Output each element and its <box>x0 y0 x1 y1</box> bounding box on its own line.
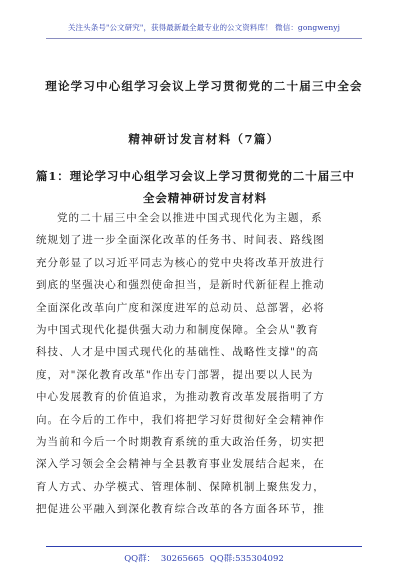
body-line: 科技、人才是中国式现代化的基础性、战略性支撑"的高 <box>36 346 320 359</box>
body-line: 深入学习领会全会精神与全县教育事业发展结合起来，在 <box>36 458 325 471</box>
footer-divider <box>46 546 362 547</box>
body-line: 育人方式、办学模式、管理体制、保障机制上聚焦发力， <box>36 480 325 493</box>
body-line: 全面深化改革向广度和深度进军的总动员、总部署，必将 <box>36 301 325 314</box>
body-line: 到底的坚强决心和强烈使命担当，是新时代新征程上推动 <box>36 279 325 292</box>
header-divider <box>46 38 362 39</box>
section-heading-line: 篇1：理论学习中心组学习会议上学习贯彻党的二十届三中 <box>36 169 355 183</box>
header-promo-note: 关注头条号"公文研究"，获得最新最全最专业的公文资料库！ 微信：gongwenyj <box>67 23 341 32</box>
body-line: 向。在今后的工作中，我们将把学习好贯彻好全会精神作 <box>36 413 325 426</box>
body-paragraph <box>36 207 374 521</box>
section-heading-line: 全会精神研讨发言材料 <box>143 191 267 205</box>
body-line: 充分彰显了以习近平同志为核心的党中央将改革开放进行 <box>36 256 325 269</box>
section-heading <box>36 165 374 209</box>
footer-qq-note: QQ群： 30265665 QQ群:535304092 <box>124 554 284 564</box>
body-line: 中心发展教育的价值追求，为推动教育改革发展指明了方 <box>36 391 325 404</box>
body-line: 统规划了进一步全面深化改革的任务书、时间表、路线图 <box>36 234 325 247</box>
body-line: 党的二十届三中全会以推进中国式现代化为主题，系 <box>57 212 323 224</box>
body-line: 把促进公平融入到深化教育综合改革的各方面各环节，推 <box>36 503 325 516</box>
document-title: 理论学习中心组学习会议上学习贯彻党的二十届三中全会 <box>45 79 363 93</box>
body-line: 度，对"深化教育改革"作出专门部署，提出要以人民为 <box>36 368 314 381</box>
body-line: 为当前和今后一个时期教育系统的重大政治任务，切实把 <box>36 436 325 449</box>
document-subtitle: 精神研讨发言材料（7篇） <box>128 132 280 146</box>
body-line: 为中国式现代化提供强大动力和制度保障。全会从"教育 <box>36 324 320 337</box>
